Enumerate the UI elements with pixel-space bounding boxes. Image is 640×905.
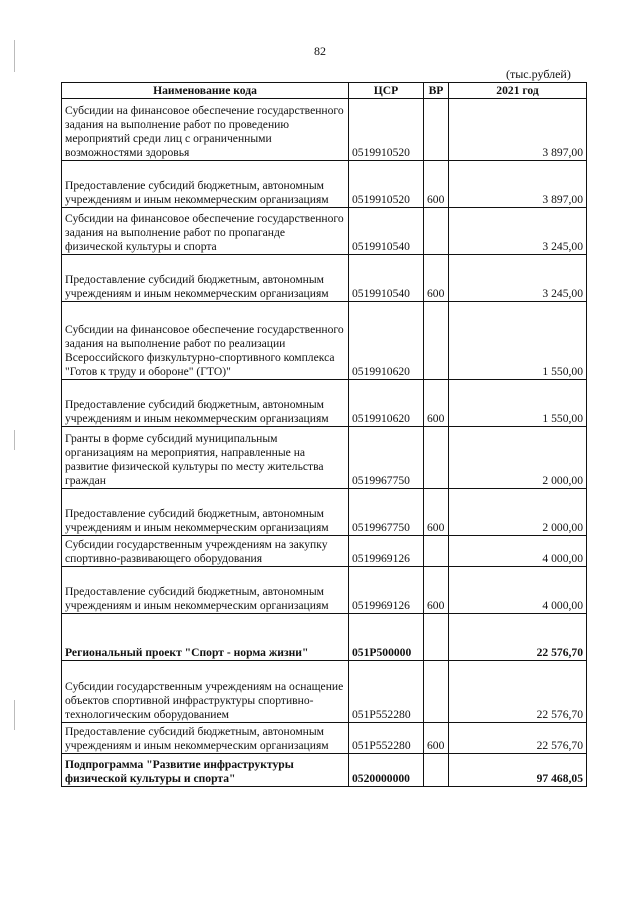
row-name: Предоставление субсидий бюджетным, автономным учреждениям и иным некоммерческим организациям — [62, 380, 349, 427]
row-csr: 0519967750 — [349, 489, 424, 536]
row-csr: 0519910540 — [349, 255, 424, 302]
table-row — [62, 754, 587, 787]
row-amount: 97 468,05 — [449, 754, 587, 787]
row-vr — [424, 302, 449, 380]
table-row — [62, 161, 587, 208]
row-amount: 1 550,00 — [449, 302, 587, 380]
row-vr: 600 — [424, 161, 449, 208]
row-name: Подпрограмма "Развитие инфраструктуры физической культуры и спорта" — [62, 754, 349, 787]
row-amount: 2 000,00 — [449, 427, 587, 489]
row-csr: 0519967750 — [349, 427, 424, 489]
row-vr — [424, 427, 449, 489]
row-amount: 22 576,70 — [449, 723, 587, 754]
row-name: Предоставление субсидий бюджетным, автономным учреждениям и иным некоммерческим организациям — [62, 489, 349, 536]
row-csr: 051P552280 — [349, 723, 424, 754]
row-vr — [424, 754, 449, 787]
row-amount: 1 550,00 — [449, 380, 587, 427]
table-row — [62, 536, 587, 567]
row-csr: 0519910620 — [349, 380, 424, 427]
row-amount: 22 576,70 — [449, 614, 587, 661]
row-name: Предоставление субсидий бюджетным, автономным учреждениям и иным некоммерческим организациям — [62, 723, 349, 754]
row-csr: 0519969126 — [349, 567, 424, 614]
row-amount: 3 897,00 — [449, 99, 587, 161]
row-name: Предоставление субсидий бюджетным, автономным учреждениям и иным некоммерческим организациям — [62, 255, 349, 302]
units-label: (тыс.рублей) — [506, 67, 571, 81]
header-csr: ЦСР — [349, 83, 424, 99]
row-csr: 0519910540 — [349, 208, 424, 255]
table-row — [62, 208, 587, 255]
table-row — [62, 255, 587, 302]
row-name: Предоставление субсидий бюджетным, автономным учреждениям и иным некоммерческим организациям — [62, 567, 349, 614]
row-amount: 22 576,70 — [449, 661, 587, 723]
table-body — [62, 99, 587, 787]
scan-margin-mark — [14, 700, 15, 730]
header-vr: ВР — [424, 83, 449, 99]
row-name: Субсидии государственным учреждениям на оснащение объектов спортивной инфраструктуры спортивно-технологическим оборудованием — [62, 661, 349, 723]
table-row — [62, 427, 587, 489]
scan-margin-mark — [14, 430, 15, 450]
table-header-row — [62, 83, 587, 99]
row-name: Региональный проект "Спорт - норма жизни" — [62, 614, 349, 661]
row-name: Субсидии на финансовое обеспечение государственного задания на выполнение работ по реализации Всероссийского физкультурно-спортивного комплекса "Готов к труду и обороне" (ГТО)" — [62, 302, 349, 380]
row-csr: 0519910520 — [349, 99, 424, 161]
row-vr: 600 — [424, 255, 449, 302]
row-name: Гранты в форме субсидий муниципальным организациям на мероприятия, направленные на развитие физической культуры по месту жительства граждан — [62, 427, 349, 489]
table-row — [62, 614, 587, 661]
table-row — [62, 723, 587, 754]
row-amount: 4 000,00 — [449, 567, 587, 614]
row-vr — [424, 661, 449, 723]
row-csr: 0520000000 — [349, 754, 424, 787]
page-number: 82 — [314, 44, 326, 58]
row-csr: 051P500000 — [349, 614, 424, 661]
row-amount: 3 245,00 — [449, 208, 587, 255]
header-name: Наименование кода — [62, 83, 349, 99]
row-name: Предоставление субсидий бюджетным, автономным учреждениям и иным некоммерческим организациям — [62, 161, 349, 208]
table-row — [62, 661, 587, 723]
budget-table — [61, 82, 587, 787]
row-name: Субсидии государственным учреждениям на закупку спортивно-развивающего оборудования — [62, 536, 349, 567]
row-amount: 2 000,00 — [449, 489, 587, 536]
header-year: 2021 год — [449, 83, 587, 99]
table-row — [62, 99, 587, 161]
table-row — [62, 567, 587, 614]
row-vr — [424, 536, 449, 567]
row-name: Субсидии на финансовое обеспечение государственного задания на выполнение работ по проведению мероприятий среди лиц с ограниченными возможностями здоровья — [62, 99, 349, 161]
row-vr: 600 — [424, 489, 449, 536]
row-csr: 0519969126 — [349, 536, 424, 567]
table-row — [62, 302, 587, 380]
row-amount: 3 245,00 — [449, 255, 587, 302]
row-csr: 0519910520 — [349, 161, 424, 208]
row-csr: 051P552280 — [349, 661, 424, 723]
row-vr — [424, 614, 449, 661]
row-vr: 600 — [424, 380, 449, 427]
row-csr: 0519910620 — [349, 302, 424, 380]
table-row — [62, 489, 587, 536]
row-vr — [424, 208, 449, 255]
row-name: Субсидии на финансовое обеспечение государственного задания на выполнение работ по пропаганде физической культуры и спорта — [62, 208, 349, 255]
row-vr — [424, 99, 449, 161]
row-vr: 600 — [424, 567, 449, 614]
row-amount: 4 000,00 — [449, 536, 587, 567]
row-amount: 3 897,00 — [449, 161, 587, 208]
table-row — [62, 380, 587, 427]
row-vr: 600 — [424, 723, 449, 754]
